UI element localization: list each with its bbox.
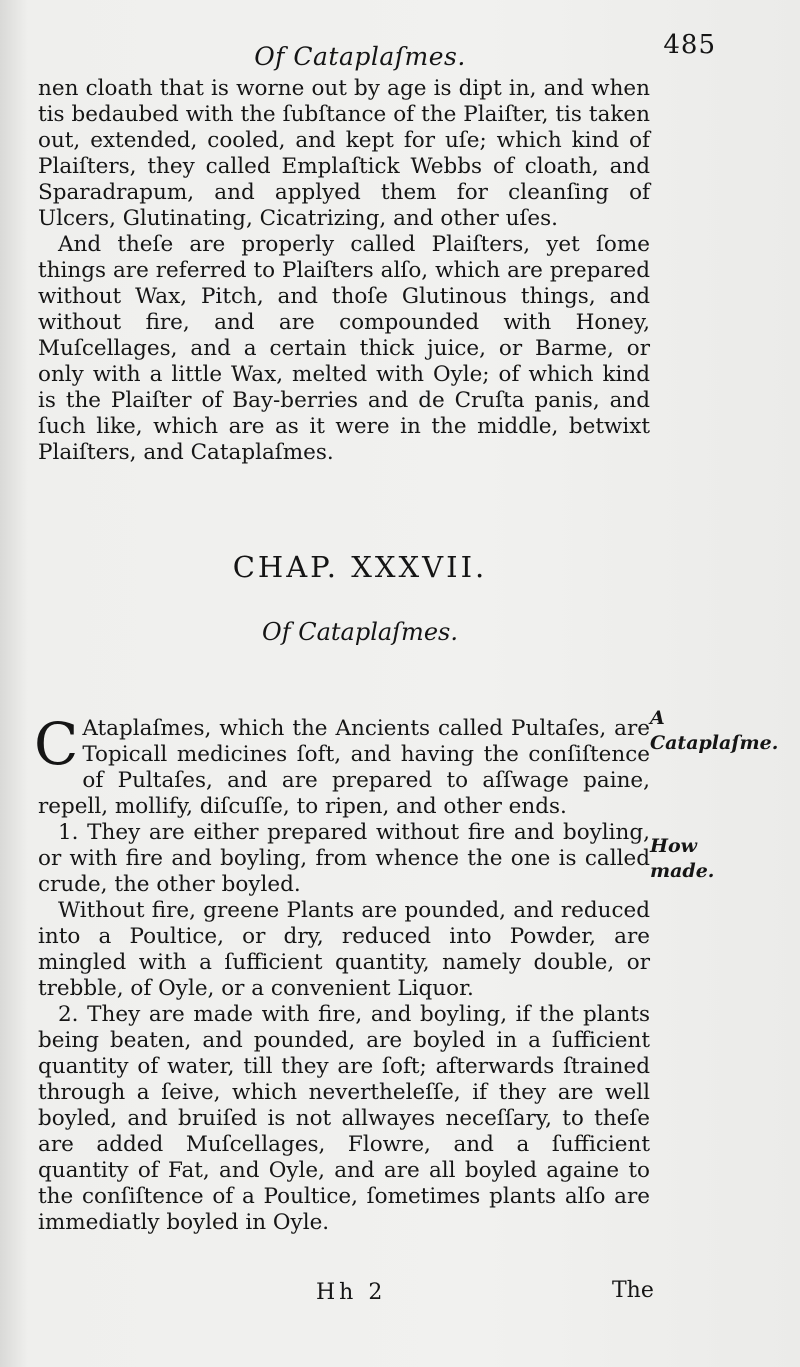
body-paragraph-2: 1. They are either prepared without fire and boyling, or with fire and boyling, from whence the one is called crude, the other boyled. — [38, 820, 650, 897]
catchword: The — [612, 1278, 654, 1303]
page-number: 485 — [663, 30, 716, 60]
drop-cap: C — [34, 710, 79, 778]
body-paragraph-1-text: Ataplaſmes, which the Ancients called Pultaſes, are Topicall medicines ſoft, and having the conſiſtence of Pultaſes, and are prepared to aſſwage paine, repell, mollify, diſcuſſe, to ripen, and other ends. — [38, 716, 650, 819]
signature-mark: Hh 2 — [316, 1280, 387, 1305]
body-paragraph-4: 2. They are made with fire, and boyling, if the plants being beaten, and pounded, are boyled in a ſufficient quantity of water, till they are ſoft; afterwards ſtrained through a ſeive, which neverthelеſſe, if they are well boyled, and bruiſed is not allwayes neceſſary, to theſe are added Muſcellages, Flowre, and a ſufficient quantity of Fat, and Oyle, and are all boyled againe to the conſiſtence of a Poultice, ſometimes plants alſo are immediatly boyled in Oyle. — [38, 1002, 650, 1235]
running-title: Of Cataplaſmes. — [254, 42, 466, 71]
top-text-block — [38, 76, 650, 466]
top-paragraph-2: And theſe are properly called Plaiſters, yet ſome things are referred to Plaiſters alſo, which are prepared without Wax, Pitch, and thoſe Glutinous things, and without fire, and are compounded with Honey, Muſcellages, and a certain thick juice, or Barme, or only with a little Wax, melted with Oyle; of which kind is the Plaiſter of Bay-berries and de Cruſta panis, and ſuch like, which are as it were in the middle, betwixt Plaiſters, and Cataplaſmes. — [38, 232, 650, 465]
margin-note-how-made: How made. — [650, 835, 715, 882]
body-text-block — [34, 710, 650, 1236]
chapter-title: Of Cataplaſmes. — [262, 618, 458, 646]
chapter-heading: CHAP. XXXVII. — [232, 550, 488, 584]
body-paragraph-1 — [34, 710, 650, 820]
body-paragraph-3: Without fire, greene Plants are pounded, and reduced into a Poultice, or dry, reduced into Powder, are mingled with a ſufficient quantity, namely double, or trebble, of Oyle, or a convenient Liquor. — [38, 898, 650, 1001]
top-paragraph-1: nen cloath that is worne out by age is dipt in, and when tis bedaubed with the ſubſtance of the Plaiſter, tis taken out, extended, cooled, and kept for uſe; which kind of Plaiſters, they called Emplaſtick Webbs of cloath, and Sparadrapum, and applyed them for cleanſing of Ulcers, Glutinating, Cicatrizing, and other uſes. — [38, 76, 650, 231]
margin-note-cataplasme: A Cataplaſme. — [650, 707, 779, 754]
